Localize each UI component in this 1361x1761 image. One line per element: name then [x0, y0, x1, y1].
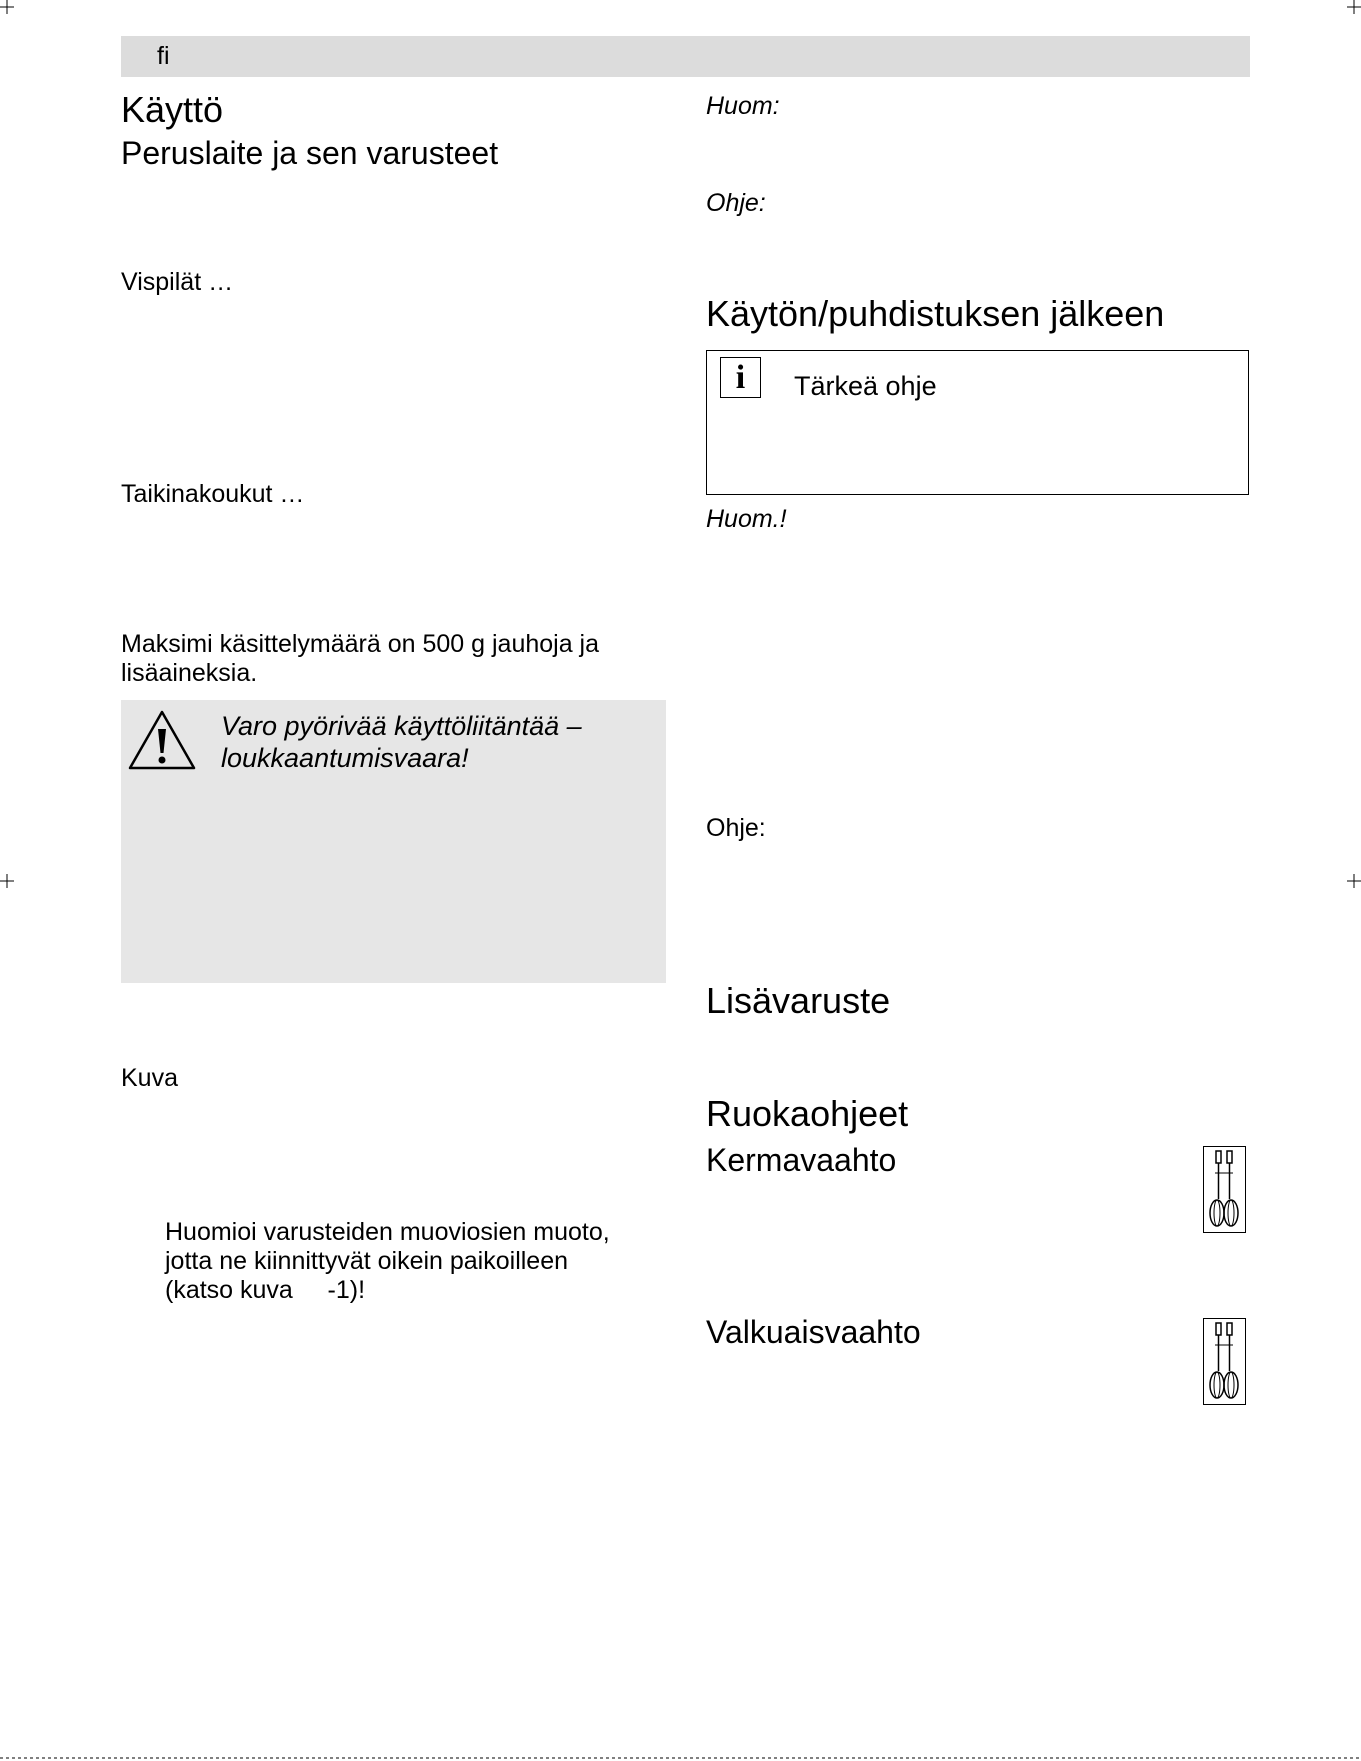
- info-box-title: Tärkeä ohje: [794, 371, 937, 401]
- warning-line1: Varo pyörivää käyttöliitäntää –: [221, 711, 582, 741]
- section-title-kaytto: Käyttö: [121, 89, 224, 130]
- max-capacity-line1: Maksimi käsittelymäärä on 500 g jauhoja ja: [121, 630, 600, 658]
- recipe-title-valkuaisvaahto: Valkuaisvaahto: [706, 1314, 921, 1350]
- bottom-crop-line: [0, 1755, 1361, 1761]
- info-icon: i: [720, 357, 761, 398]
- note-line1: Huomioi varusteiden muoviosien muoto,: [165, 1218, 610, 1246]
- crop-mark-icon: [1347, 0, 1361, 14]
- crop-mark-icon: [1347, 874, 1361, 888]
- header-bar: [121, 36, 1250, 77]
- label-ohje: Ohje:: [706, 814, 766, 842]
- note-line2: jotta ne kiinnittyvät oikein paikoilleen: [165, 1247, 569, 1275]
- language-code: fi: [157, 42, 170, 70]
- whisk-icon: [1203, 1146, 1246, 1233]
- crop-mark-icon: [0, 874, 14, 888]
- whisk-icon: [1203, 1318, 1246, 1405]
- label-huom-exclaim: Huom.!: [706, 505, 787, 533]
- note-line3: (katso kuva -1)!: [165, 1276, 366, 1304]
- section-title-lisavaruste: Lisävaruste: [706, 980, 891, 1021]
- warning-line2: loukkaantumisvaara!: [221, 743, 469, 773]
- info-box: [706, 350, 1249, 495]
- label-huom: Huom:: [706, 92, 780, 120]
- label-taikinakoukut: Taikinakoukut …: [121, 480, 305, 508]
- max-capacity-line2: lisäaineksia.: [121, 659, 258, 687]
- section-title-after-use: Käytön/puhdistuksen jälkeen: [706, 293, 1165, 334]
- recipe-title-kermavaahto: Kermavaahto: [706, 1142, 897, 1178]
- label-vispilat: Vispilät …: [121, 268, 234, 296]
- warning-text: [221, 710, 641, 774]
- label-kuva: Kuva: [121, 1064, 178, 1092]
- section-title-ruokaohjeet: Ruokaohjeet: [706, 1093, 909, 1134]
- label-ohje-italic: Ohje:: [706, 189, 766, 217]
- subsection-title-peruslaite: Peruslaite ja sen varusteet: [121, 135, 499, 171]
- crop-mark-icon: [0, 0, 14, 14]
- warning-triangle-icon: [127, 709, 197, 771]
